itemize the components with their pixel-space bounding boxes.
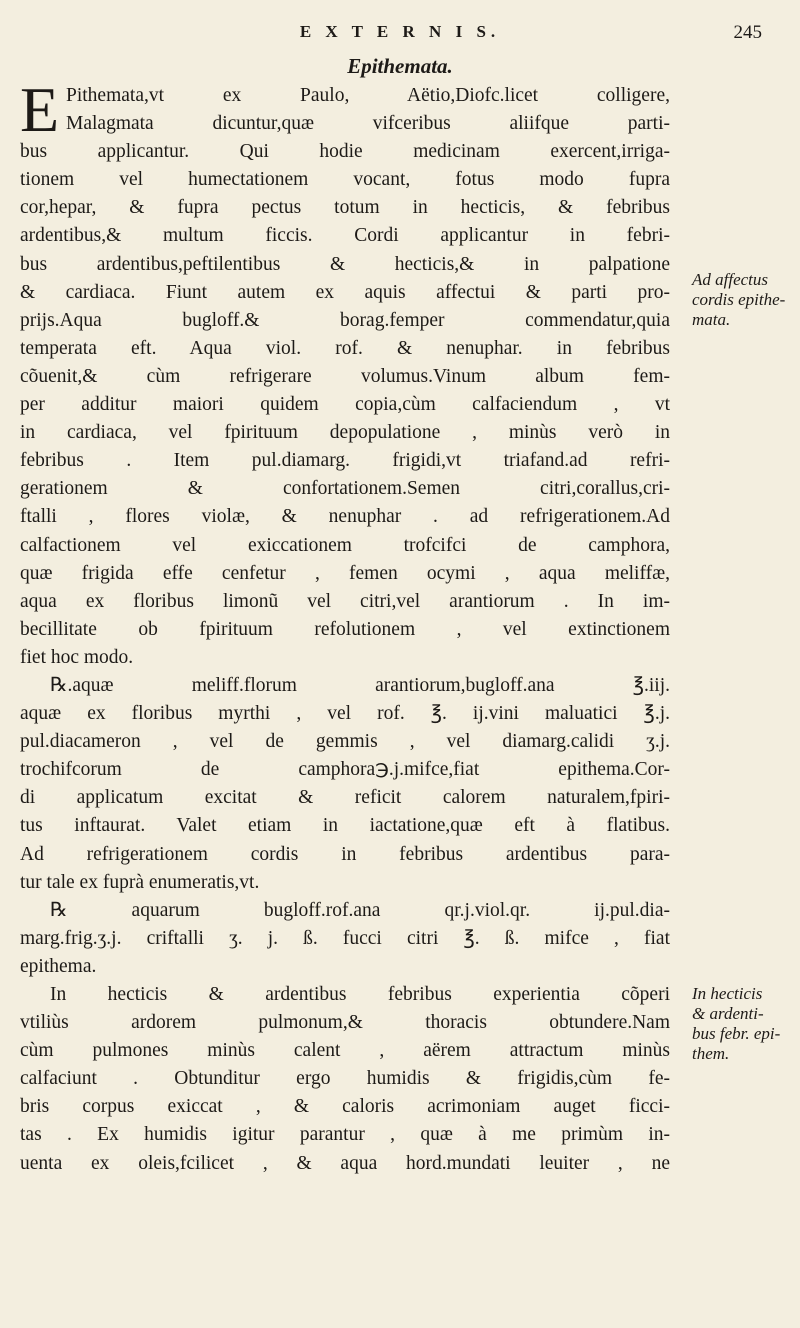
text-line: ftalli , flores violæ, & nenuphar . ad refrigerationem.Ad — [20, 506, 670, 528]
text-line: ℞.aquæ meliff.florum arantiorum,bugloff.ana ℥.iij. — [50, 674, 670, 696]
text-line: tus inftaurat. Valet etiam in iactatione,quæ eft à flatibus. — [20, 815, 670, 837]
running-head — [0, 22, 800, 52]
body-text — [20, 74, 670, 1178]
section-title: Epithemata. — [347, 54, 453, 78]
text-line: pul.diacameron , vel de gemmis , vel diamarg.calidi ʒ.j. — [20, 731, 670, 753]
text-line: In hecticis & ardentibus febribus experientia cõperi — [50, 984, 670, 1005]
text-line: tas . Ex humidis igitur parantur , quæ à me primùm in- — [20, 1124, 670, 1146]
text-line: in cardiaca, vel fpirituum depopulatione , minùs verò in — [20, 422, 670, 444]
margin-note-line: In hecticis — [692, 984, 763, 1003]
margin-note-fevers — [692, 984, 780, 1064]
text-line: bris corpus exiccat , & caloris acrimoniam auget ficci- — [20, 1096, 670, 1118]
text-line: E Pithemata,vt ex Paulo, Aëtio,Diofc.licet colligere, — [20, 74, 670, 145]
text-line: Ad refrigerationem cordis in febribus ardentibus para- — [20, 843, 670, 865]
text-line: per additur maiori quidem copia,cùm calfaciendum , vt — [20, 394, 670, 416]
margin-note-line: mata. — [692, 310, 731, 329]
margin-note-line: them. — [692, 1044, 730, 1063]
text-line: Malagmata dicuntur,quæ vifceribus aliifque parti- — [66, 113, 670, 135]
text-line: calfactionem vel exiccationem trofcifci de camphora, — [20, 534, 670, 556]
text-line: cor,hepar, & fupra pectus totum in hecticis, & febribus — [20, 197, 670, 219]
text-line: ℞ aquarum bugloff.rof.ana qr.j.viol.qr. ij.pul.dia- — [50, 899, 670, 921]
text-line: tur tale ex fuprà enumeratis,vt. — [20, 871, 260, 893]
text-line: & cardiaca. Fiunt autem ex aquis affectui & parti pro- — [20, 281, 670, 303]
text-line: trochifcorum de camphora℈.j.mifce,fiat epithema.Cor- — [20, 759, 670, 781]
text-line: temperata eft. Aqua viol. rof. & nenuphar. in febribus — [20, 337, 670, 359]
margin-note-line: cordis epithe- — [692, 290, 786, 309]
text-line: febribus . Item pul.diamarg. frigidi,vt triafand.ad refri- — [20, 450, 670, 472]
text-line: becillitate ob fpirituum refolutionem , vel extinctionem — [20, 618, 670, 640]
text-line: aqua ex floribus limonũ vel citri,vel arantiorum . In im- — [20, 590, 670, 612]
text-line: marg.frig.ʒ.j. criftalli ʒ. j. ß. fucci citri ℥. ß. mifce , fiat — [20, 927, 670, 949]
text-line: vtiliùs ardorem pulmonum,& thoracis obtundere.Nam — [20, 1012, 670, 1034]
text-line: di applicatum excitat & reficit calorem naturalem,fpiri- — [20, 787, 670, 809]
margin-note-heart — [692, 270, 785, 330]
margin-note-line: bus febr. epi- — [692, 1024, 781, 1043]
drop-cap: E — [20, 74, 60, 145]
text-line: bus applicantur. Qui hodie medicinam exercent,irriga- — [20, 141, 670, 163]
text-line: cùm pulmones minùs calent , aërem attractum minùs — [20, 1040, 670, 1062]
text-line: gerationem & confortationem.Semen citri,corallus,cri- — [20, 478, 670, 500]
text-line: tionem vel humectationem vocant, fotus modo fupra — [20, 169, 670, 191]
margin-note-line: Ad affectus — [692, 270, 769, 289]
text-line: uenta ex oleis,fcilicet , & aqua hord.mundati leuiter , ne — [20, 1152, 670, 1174]
page-number: 245 — [733, 22, 762, 43]
text-line: cõuenit,& cùm refrigerare volumus.Vinum album fem- — [20, 365, 670, 387]
running-head-title: E X T E R N I S. — [299, 22, 501, 41]
text-line: calfaciunt . Obtunditur ergo humidis & frigidis,cùm fe- — [20, 1068, 670, 1090]
text-line: bus ardentibus,peftilentibus & hecticis,& in palpatione — [20, 253, 670, 275]
text-line: fiet hoc modo. — [20, 646, 134, 668]
margin-note-line: & ardenti- — [692, 1004, 764, 1023]
text-line: aquæ ex floribus myrthi , vel rof. ℥. ij.vini maluatici ℥.j. — [20, 703, 670, 725]
text-line: quæ frigida effe cenfetur , femen ocymi , aqua meliffæ, — [20, 562, 670, 584]
text-line: prijs.Aqua bugloff.& borag.femper commendatur,quia — [20, 309, 670, 331]
text-line: ardentibus,& multum ficcis. Cordi applicantur in febri- — [20, 225, 670, 247]
text-line: epithema. — [20, 955, 97, 977]
